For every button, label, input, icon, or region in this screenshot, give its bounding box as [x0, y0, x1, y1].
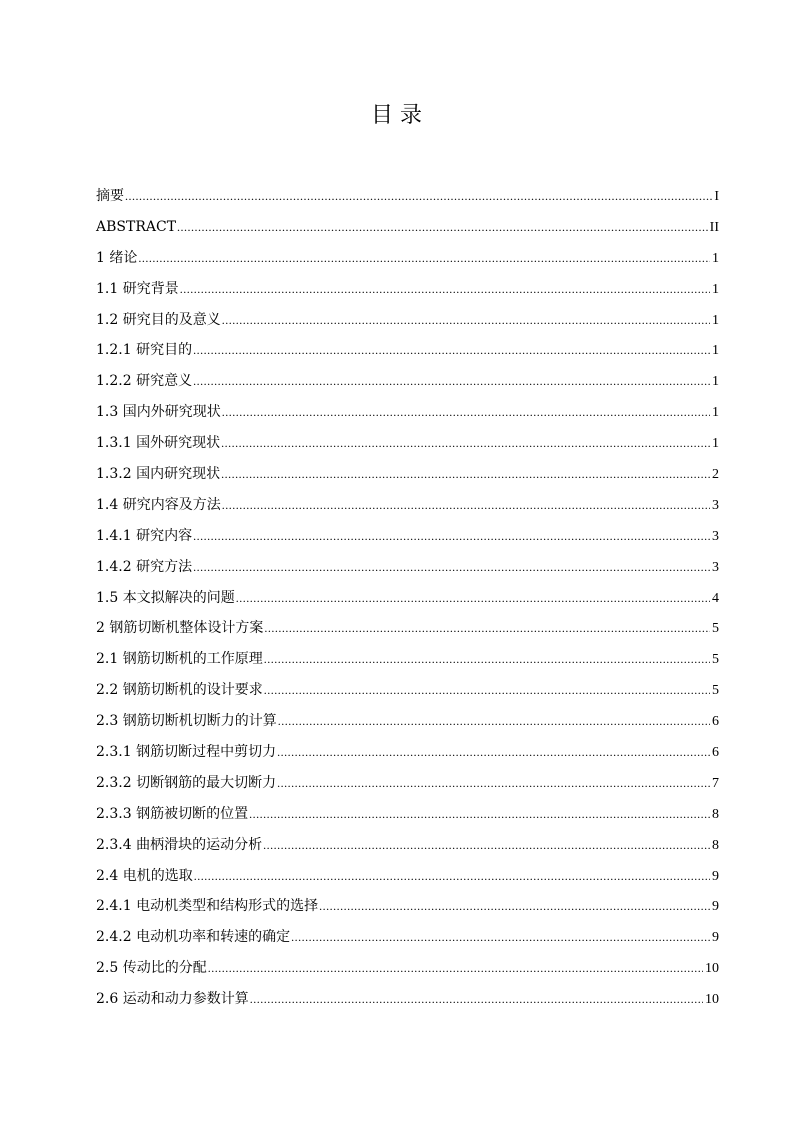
toc-leader-dots	[278, 706, 710, 737]
toc-entry[interactable]	[96, 799, 719, 830]
toc-entry-label: 2.3.1 钢筋切断过程中剪切力	[96, 744, 277, 761]
toc-leader-dots	[193, 366, 710, 397]
toc-entry-page: 3	[712, 497, 719, 513]
toc-entry-page: 1	[712, 281, 719, 297]
toc-entry-label: ABSTRACT	[96, 218, 177, 235]
toc-leader-dots	[264, 644, 710, 675]
toc-leader-dots	[193, 335, 710, 366]
toc-entry[interactable]	[96, 644, 719, 675]
toc-entry[interactable]	[96, 922, 719, 953]
toc-entry-page: II	[709, 219, 719, 235]
toc-leader-dots	[263, 830, 710, 861]
toc-entry-page: 5	[712, 621, 719, 637]
toc-entry[interactable]	[96, 243, 719, 274]
toc-entry-label: 1.4.2 研究方法	[96, 558, 193, 575]
toc-entry-label: 2.3.3 钢筋被切断的位置	[96, 805, 249, 822]
toc-entry[interactable]	[96, 212, 719, 243]
toc-entry-label: 2 钢筋切断机整体设计方案	[96, 620, 264, 637]
toc-leader-dots	[193, 521, 710, 552]
toc-entry-page: I	[714, 189, 719, 204]
toc-entry-label: 1.2.1 研究目的	[96, 342, 193, 359]
toc-entry-page: 9	[712, 899, 719, 915]
toc-entry-label: 2.3.2 切断钢筋的最大切断力	[96, 774, 277, 791]
toc-entry-label: 1.3 国内外研究现状	[96, 404, 221, 421]
toc-entry-page: 6	[712, 745, 719, 761]
toc-leader-dots	[221, 428, 710, 459]
toc-entry-page: 9	[712, 868, 719, 884]
toc-entry-label: 1 绪论	[96, 249, 138, 266]
toc-leader-dots	[180, 274, 710, 305]
toc-entry-page: 10	[705, 992, 719, 1008]
toc-entry-label: 1.2 研究目的及意义	[96, 311, 221, 328]
toc-entry[interactable]	[96, 861, 719, 892]
toc-entry-page: 1	[712, 343, 719, 359]
toc-entry-label: 2.3.4 曲柄滑块的运动分析	[96, 836, 263, 853]
toc-entry-page: 1	[712, 374, 719, 390]
toc-entry-label: 1.1 研究背景	[96, 280, 179, 297]
toc-entry-page: 8	[712, 837, 719, 853]
toc-entry-label: 2.4.1 电动机类型和结构形式的选择	[96, 898, 319, 915]
toc-entry-label: 2.1 钢筋切断机的工作原理	[96, 651, 263, 668]
toc-entry[interactable]	[96, 891, 719, 922]
toc-entry-page: 1	[712, 250, 719, 266]
toc-entry-page: 1	[712, 405, 719, 421]
toc-entry[interactable]	[96, 428, 719, 459]
toc-leader-dots	[193, 552, 710, 583]
toc-entry-label: 2.3 钢筋切断机切断力的计算	[96, 713, 277, 730]
toc-leader-dots	[264, 675, 710, 706]
toc-leader-dots	[125, 181, 712, 212]
toc-entry-label: 1.5 本文拟解决的问题	[96, 589, 235, 606]
toc-entry[interactable]	[96, 181, 719, 212]
toc-entry-page: 10	[705, 961, 719, 977]
toc-leader-dots	[264, 613, 710, 644]
toc-entry-label: 1.4 研究内容及方法	[96, 496, 221, 513]
table-of-contents	[96, 181, 719, 1015]
toc-entry-page: 3	[712, 559, 719, 575]
toc-entry[interactable]	[96, 305, 719, 336]
toc-entry-page: 2	[712, 467, 719, 483]
toc-entry[interactable]	[96, 613, 719, 644]
page-title: 目 录	[371, 103, 422, 128]
toc-entry-label: 摘要	[96, 188, 124, 204]
toc-entry-page: 8	[712, 806, 719, 822]
toc-entry-page: 3	[712, 528, 719, 544]
toc-leader-dots	[177, 212, 708, 243]
toc-entry[interactable]	[96, 274, 719, 305]
toc-leader-dots	[222, 490, 710, 521]
toc-entry-label: 2.2 钢筋切断机的设计要求	[96, 682, 263, 699]
toc-leader-dots	[319, 891, 710, 922]
toc-entry[interactable]	[96, 459, 719, 490]
toc-entry-label: 1.2.2 研究意义	[96, 373, 193, 390]
toc-entry-label: 1.3.2 国内研究现状	[96, 466, 221, 483]
toc-entry-label: 1.4.1 研究内容	[96, 527, 193, 544]
toc-entry[interactable]	[96, 521, 719, 552]
toc-entry[interactable]	[96, 768, 719, 799]
toc-entry[interactable]	[96, 737, 719, 768]
toc-leader-dots	[249, 799, 710, 830]
toc-entry[interactable]	[96, 706, 719, 737]
toc-leader-dots	[236, 583, 710, 614]
toc-entry-page: 7	[712, 775, 719, 791]
toc-leader-dots	[291, 922, 710, 953]
toc-entry[interactable]	[96, 366, 719, 397]
toc-leader-dots	[194, 861, 710, 892]
toc-leader-dots	[277, 768, 710, 799]
toc-entry-label: 1.3.1 国外研究现状	[96, 435, 221, 452]
toc-leader-dots	[250, 984, 703, 1015]
toc-entry-page: 4	[712, 590, 719, 606]
toc-entry-label: 2.4 电机的选取	[96, 867, 193, 884]
toc-entry[interactable]	[96, 552, 719, 583]
toc-entry[interactable]	[96, 490, 719, 521]
toc-entry[interactable]	[96, 830, 719, 861]
toc-entry[interactable]	[96, 675, 719, 706]
toc-leader-dots	[208, 953, 703, 984]
toc-leader-dots	[138, 243, 710, 274]
toc-entry[interactable]	[96, 335, 719, 366]
toc-entry-page: 5	[712, 652, 719, 668]
toc-entry-page: 6	[712, 714, 719, 730]
toc-entry-page: 1	[712, 436, 719, 452]
toc-entry[interactable]	[96, 397, 719, 428]
toc-leader-dots	[222, 305, 710, 336]
toc-entry-page: 9	[712, 930, 719, 946]
toc-entry[interactable]	[96, 583, 719, 614]
toc-leader-dots	[222, 397, 710, 428]
toc-entry-page: 5	[712, 683, 719, 699]
toc-entry-page: 1	[712, 312, 719, 328]
toc-entry-label: 2.4.2 电动机功率和转速的确定	[96, 929, 291, 946]
toc-entry[interactable]	[96, 953, 719, 984]
toc-entry-label: 2.5 传动比的分配	[96, 960, 207, 977]
toc-leader-dots	[277, 737, 710, 768]
toc-entry-label: 2.6 运动和动力参数计算	[96, 991, 249, 1008]
toc-entry[interactable]	[96, 984, 719, 1015]
toc-leader-dots	[221, 459, 710, 490]
